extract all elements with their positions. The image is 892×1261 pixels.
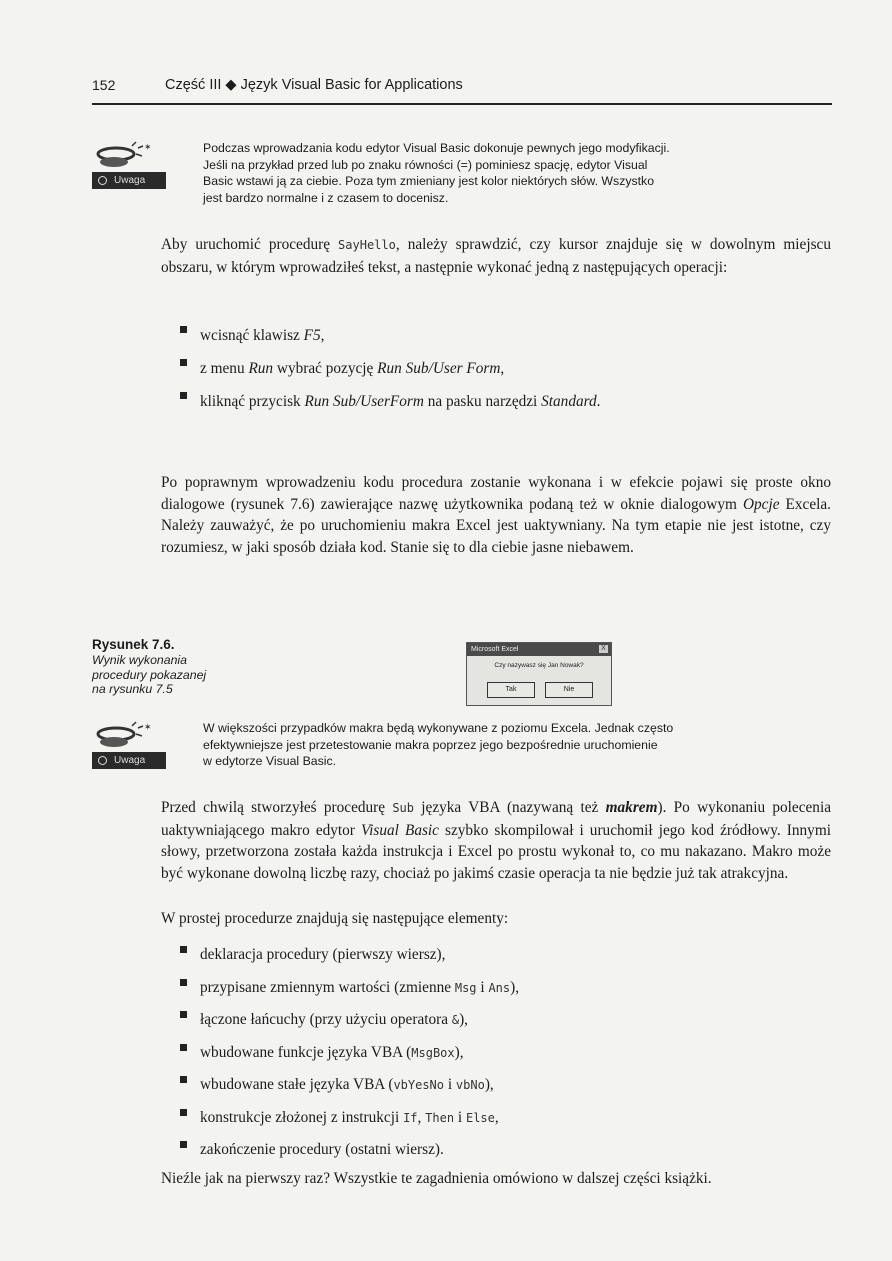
- bullet-list-1: [180, 319, 601, 418]
- list-item: deklaracja procedury (pierwszy wiersz),: [180, 939, 519, 972]
- caption-line: na rysunku 7.5: [92, 682, 173, 697]
- bullet-list-2: [180, 939, 519, 1167]
- figure-caption: [92, 638, 206, 697]
- note-line: Jeśli na przykład przed lub po znaku równości (=) pominiesz spację, edytor Visual: [203, 157, 648, 172]
- note-badge: Uwaga: [92, 172, 166, 189]
- note-line: W większości przypadków makra będą wykonywane z poziomu Excela. Jednak często: [203, 721, 674, 735]
- note-line: Podczas wprowadzania kodu edytor Visual Basic dokonuje pewnych jego modyfikacji.: [203, 141, 670, 155]
- dialog-title-bar: Microsoft Excel: [467, 643, 611, 656]
- chapter-title: Część III ◆ Język Visual Basic for Applications: [165, 77, 463, 93]
- paragraph-1: Aby uruchomić procedurę SayHello, należy sprawdzić, czy kursor znajduje się w dowolnym miejscu obszaru, w którym wprowadziłeś tekst, a następnie wykonać jedną z następujących operacji:: [161, 236, 831, 276]
- running-header: [92, 73, 832, 105]
- svg-text:✶: ✶: [144, 142, 152, 152]
- inline-code: SayHello: [338, 238, 396, 252]
- list-item: łączone łańcuchy (przy użyciu operatora &),: [180, 1004, 519, 1037]
- paragraph-5: Nieźle jak na pierwszy raz? Wszystkie te zagadnienia omówiono w dalszej części książki.: [161, 1170, 712, 1187]
- note-text: [203, 140, 813, 206]
- svg-text:✶: ✶: [144, 722, 152, 732]
- list-item: zakończenie procedury (ostatni wiersz).: [180, 1134, 519, 1167]
- note-text: [203, 720, 813, 770]
- note-line: Basic wstawi ją za ciebie. Poza tym zmieniany jest kolor niektórych słów. Wszystko: [203, 174, 655, 189]
- list-item: konstrukcje złożonej z instrukcji If, Then i Else,: [180, 1102, 519, 1135]
- paragraph-3: Przed chwilą stworzyłeś procedurę Sub języka VBA (nazywaną też makrem). Po wykonaniu polecenia uaktywniającego makro edytor Visual Basic szybko skompilował i uruchomił jego kod źródłowy. Innymi słowy, przetworzona została każda instrukcja i Excel po prostu wykonał to, co mu nakazano. Makro może być wykonane dowolną liczbę razy, chociaż po jakimś czasie operacja ta nie będzie już tak atrakcyjna.: [161, 799, 831, 882]
- page-number: 152: [92, 77, 116, 93]
- no-button: Nie: [545, 682, 593, 698]
- paragraph-2: Po poprawnym wprowadzeniu kodu procedura zostanie wykonana i w efekcie pojawi się proste okno dialogowe (rysunek 7.6) zawierające nazwę użytkownika podaną też w oknie dialogowym Opcje Excela. Należy zauważyć, że po uruchomieniu makra Excel jest uaktywniany. Na tym etapie nie jest istotne, czy rozumiesz, w jaki sposób działa kod. Stanie się to dla ciebie jasne niebawem.: [161, 474, 831, 556]
- note-line: jest bardzo normalne i z czasem to docenisz.: [203, 190, 449, 205]
- dialog-message: Czy nazywasz się Jan Nowak?: [494, 662, 584, 669]
- note-box-2: [92, 720, 812, 780]
- yes-button: Tak: [487, 682, 535, 698]
- list-item: wbudowane funkcje języka VBA (MsgBox),: [180, 1037, 519, 1070]
- clock-icon: [98, 756, 107, 765]
- note-badge: Uwaga: [92, 752, 166, 769]
- caption-line: Wynik wykonania: [92, 652, 187, 667]
- note-line: efektywniejsze jest przetestowanie makra poprzez jego bezpośrednie uruchomienie: [203, 737, 658, 752]
- figure-label: Rysunek 7.6.: [92, 637, 175, 652]
- list-item: wbudowane stałe języka VBA (vbYesNo i vbNo),: [180, 1069, 519, 1102]
- list-item: wcisnąć klawisz F5,: [180, 319, 601, 352]
- close-icon: X: [599, 645, 608, 653]
- excel-dialog-screenshot: [466, 642, 612, 706]
- clock-icon: [98, 176, 107, 185]
- list-item: przypisane zmiennym wartości (zmienne Msg i Ans),: [180, 972, 519, 1005]
- note-box-1: [92, 140, 812, 210]
- list-item: kliknąć przycisk Run Sub/UserForm na pasku narzędzi Standard.: [180, 385, 601, 418]
- caption-line: procedury pokazanej: [92, 667, 207, 682]
- note-line: w edytorze Visual Basic.: [203, 754, 337, 769]
- list-item: z menu Run wybrać pozycję Run Sub/User Form,: [180, 352, 601, 385]
- paragraph-4: W prostej procedurze znajdują się następujące elementy:: [161, 910, 509, 927]
